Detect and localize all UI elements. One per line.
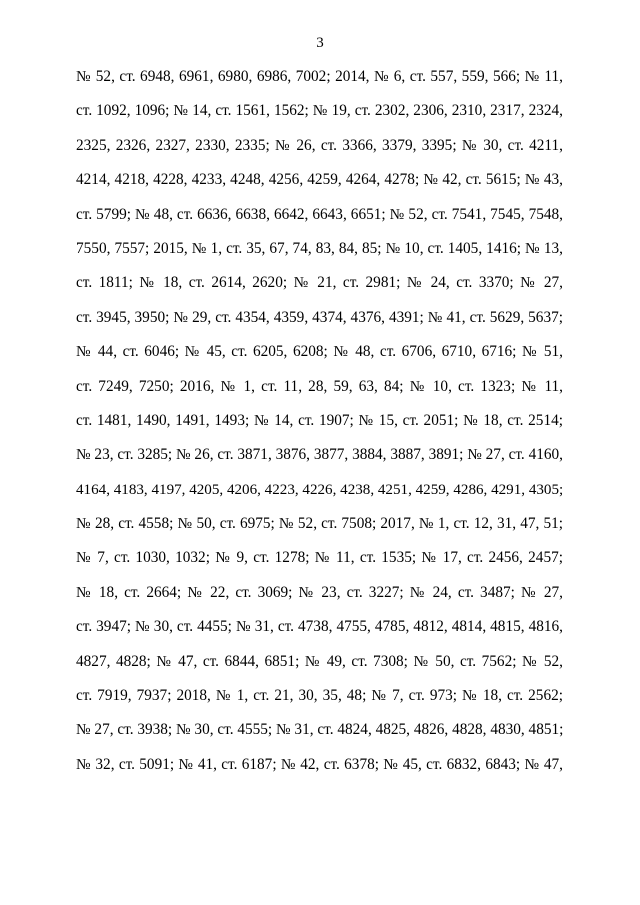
text-line: ст. 7919, 7937; 2018, № 1, ст. 21, 30, 35, 48; № 7, ст. 973; № 18, ст. 2562; [76,687,563,705]
text-line: 7550, 7557; 2015, № 1, ст. 35, 67, 74, 83, 84, 85; № 10, ст. 1405, 1416; № 13, [76,239,563,257]
text-line: ст. 5799; № 48, ст. 6636, 6638, 6642, 6643, 6651; № 52, ст. 7541, 7545, 7548, [76,205,563,223]
document-body [76,67,563,789]
text-line: ст. 3947; № 30, ст. 4455; № 31, ст. 4738, 4755, 4785, 4812, 4814, 4815, 4816, [76,618,563,636]
text-line: № 32, ст. 5091; № 41, ст. 6187; № 42, ст. 6378; № 45, ст. 6832, 6843; № 47, [76,755,563,773]
text-line: № 52, ст. 6948, 6961, 6980, 6986, 7002; 2014, № 6, ст. 557, 559, 566; № 11, [76,68,563,85]
text-line: ст. 1811; № 18, ст. 2614, 2620; № 21, ст. 2981; № 24, ст. 3370; № 27, [76,274,563,292]
text-line: ст. 1092, 1096; № 14, ст. 1561, 1562; № 19, ст. 2302, 2306, 2310, 2317, 2324, [76,102,563,120]
text-line: № 28, ст. 4558; № 50, ст. 6975; № 52, ст. 7508; 2017, № 1, ст. 12, 31, 47, 51; [76,515,563,533]
text-line: ст. 3945, 3950; № 29, ст. 4354, 4359, 4374, 4376, 4391; № 41, ст. 5629, 5637; [76,308,563,326]
text-line: 4214, 4218, 4228, 4233, 4248, 4256, 4259, 4264, 4278; № 42, ст. 5615; № 43, [76,171,563,189]
text-line: ст. 1481, 1490, 1491, 1493; № 14, ст. 1907; № 15, ст. 2051; № 18, ст. 2514; [76,411,563,429]
text-line: 2325, 2326, 2327, 2330, 2335; № 26, ст. 3366, 3379, 3395; № 30, ст. 4211, [76,136,563,154]
text-line: № 23, ст. 3285; № 26, ст. 3871, 3876, 3877, 3884, 3887, 3891; № 27, ст. 4160, [76,446,563,464]
text-line: № 27, ст. 3938; № 30, ст. 4555; № 31, ст. 4824, 4825, 4826, 4828, 4830, 4851; [76,721,564,739]
page-number: 3 [316,35,324,51]
text-line: 4164, 4183, 4197, 4205, 4206, 4223, 4226, 4238, 4251, 4259, 4286, 4291, 4305; [76,481,564,498]
text-line: № 18, ст. 2664; № 22, ст. 3069; № 23, ст. 3227; № 24, ст. 3487; № 27, [76,583,563,601]
text-line: 4827, 4828; № 47, ст. 6844, 6851; № 49, ст. 7308; № 50, ст. 7562; № 52, [76,652,563,670]
text-line: № 44, ст. 6046; № 45, ст. 6205, 6208; № 48, ст. 6706, 6710, 6716; № 51, [76,343,563,361]
text-line: № 7, ст. 1030, 1032; № 9, ст. 1278; № 11, ст. 1535; № 17, ст. 2456, 2457; [76,549,563,567]
text-line: ст. 7249, 7250; 2016, № 1, ст. 11, 28, 59, 63, 84; № 10, ст. 1323; № 11, [76,377,563,395]
